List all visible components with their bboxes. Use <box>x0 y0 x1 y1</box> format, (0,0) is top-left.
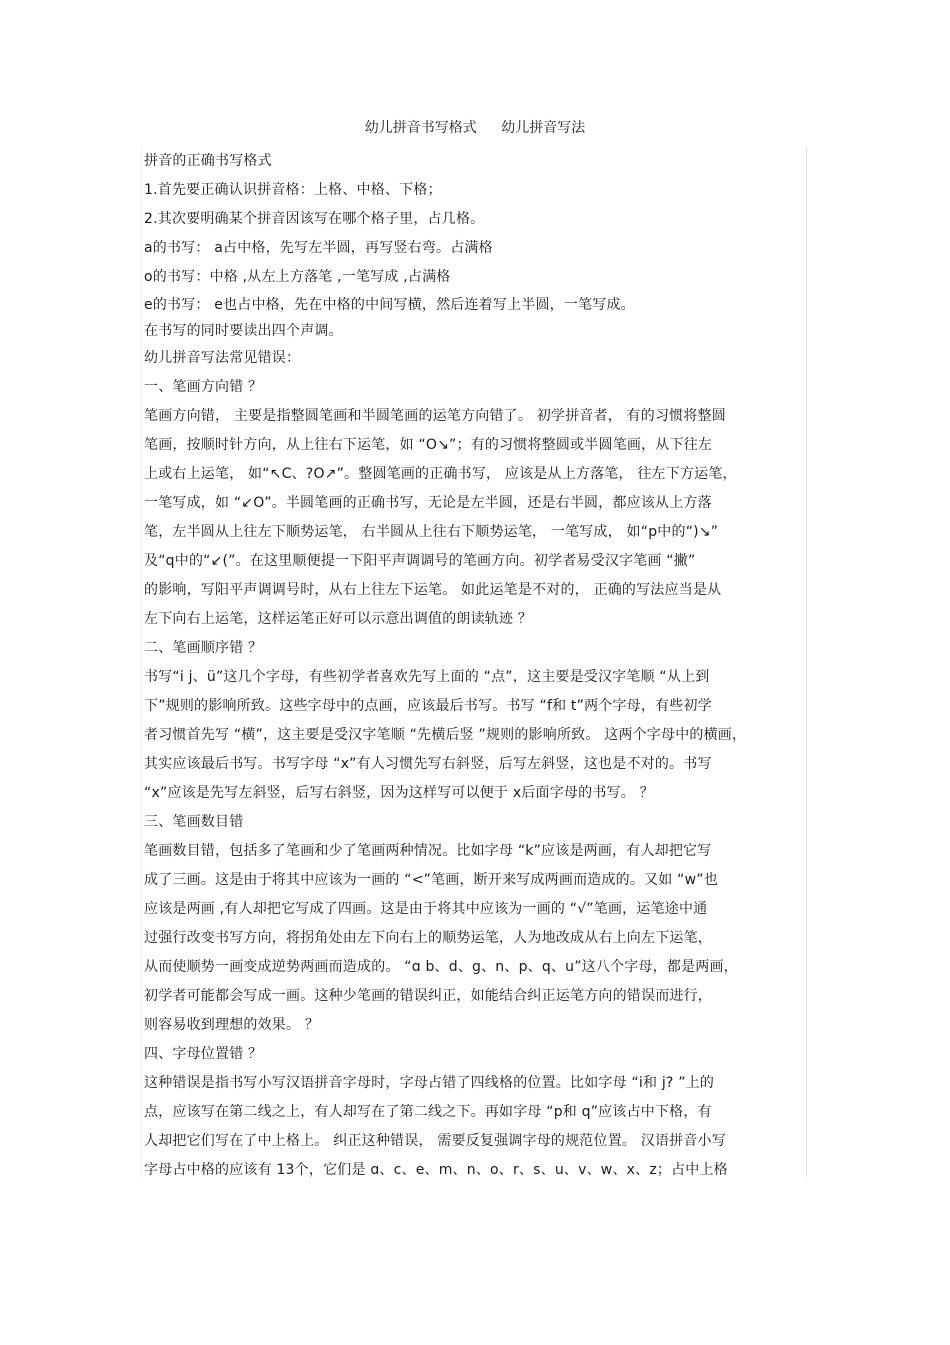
text-line: 则容易收到理想的效果。 ？ <box>144 1017 320 1033</box>
section-heading: 二、笔画顺序错 ？ <box>144 640 263 656</box>
text-line: 左下向右上运笔，这样运笔正好可以示意出调值的朗读轨迹 ？ <box>144 611 533 627</box>
text-line: 一笔写成，如 “↙O”。半圆笔画的正确书写，无论是左半圆，还是右半圆，都应该从上方落 <box>144 495 712 511</box>
page-title: 幼儿拼音书写格式 幼儿拼音写法 <box>364 120 586 136</box>
text-line: 字母占中格的应该有 13个，它们是 ɑ、c、e、m、n、o、r、s、u、v、w、x、z；占中上格 <box>144 1162 728 1177</box>
text-line: 的影响，写阳平声调调号时，从右上往左下运笔。 如此运笔是不对的， 正确的写法应当是从 <box>144 582 722 598</box>
document-body <box>141 147 807 1177</box>
text-line: 上或右上运笔， 如“↖C、?O↗”。整圆笔画的正确书写， 应该是从上方落笔， 往左下方运笔， <box>144 466 737 482</box>
text-line: 其实应该最后书写。书写字母 “x”有人习惯先写右斜竖，后写左斜竖，这也是不对的。书写 <box>144 756 712 772</box>
text-line: “x”应该是先写左斜竖，后写右斜竖，因为这样写可以便于 x后面字母的书写。 ？ <box>144 785 654 801</box>
text-line: 应该是两画 ,有人却把它写成了四画。这是由于将其中应该为一画的 “√”笔画，运笔途中通 <box>144 901 708 917</box>
section-heading: 三、笔画数目错 <box>144 814 244 830</box>
text-line: 从而使顺势一画变成逆势两画而造成的。 “ɑ b、d、g、n、p、q、u”这八个字母，都是两画， <box>144 959 738 975</box>
text-line: 1.首先要正确认识拼音格：上格、中格、下格； <box>144 182 442 198</box>
text-line: 幼儿拼音写法常见错误： <box>144 350 301 366</box>
text-line: 笔画，按顺时针方向，从上往右下运笔，如 “O↘”；有的习惯将整圆或半圆笔画，从下往左 <box>144 437 713 453</box>
text-line: 点，应该写在第二线之上，有人却写在了第二线之下。再如字母 “p和 q”应该占中下格，有 <box>144 1104 712 1120</box>
text-line: 这种错误是指书写小写汉语拼音字母时，字母占错了四线格的位置。比如字母 “i和 j? ”上的 <box>144 1075 715 1091</box>
text-line: 笔画方向错， 主要是指整圆笔画和半圆笔画的运笔方向错了。 初学拼音者， 有的习惯将整圆 <box>144 408 726 424</box>
text-line: 及“q中的“↙(”。在这里顺便提一下阳平声调调号的笔画方向。初学者易受汉字笔画 “撇” <box>144 553 696 569</box>
text-line: 过强行改变书写方向，将拐角处由左下向右上的顺势运笔，人为地改成从右上向左下运笔， <box>144 930 712 946</box>
text-line: 下”规则的影响所致。这些字母中的点画，应该最后书写。书写 “f和 t”两个字母，有些初学 <box>144 698 712 714</box>
text-line: 者习惯首先写 “横”，这主要是受汉字笔顺 “先横后竖 ”规则的影响所致。 这两个字母中的横画， <box>144 727 747 743</box>
text-line: a的书写： a占中格，先写左半圆，再写竖右弯。占满格 <box>144 240 493 256</box>
text-line: 在书写的同时要读出四个声调。 <box>144 323 343 339</box>
text-line: e的书写： e也占中格，先在中格的中间写横，然后连着写上半圆，一笔写成。 <box>144 297 635 313</box>
text-line: 笔，左半圆从上往左下顺势运笔， 右半圆从上往右下顺势运笔， 一笔写成， 如“p中的“)↘” <box>144 524 719 540</box>
section-heading: 四、字母位置错 ？ <box>144 1046 263 1062</box>
section-heading: 一、笔画方向错 ？ <box>144 379 263 395</box>
text-line: 笔画数目错，包括多了笔画和少了笔画两种情况。比如字母 “k”应该是两画，有人却把它写 <box>144 843 712 859</box>
text-line: 2.其次要明确某个拼音因该写在哪个格子里，占几格。 <box>144 211 485 227</box>
text-line: 人却把它们写在了中上格上。 纠正这种错误， 需要反复强调字母的规范位置。 汉语拼音小写 <box>144 1133 726 1149</box>
text-line: o的书写：中格 ,从左上方落笔 ,一笔写成 ,占满格 <box>144 269 451 285</box>
text-line: 成了三画。这是由于将其中应该为一画的 “<”笔画，断开来写成两画而造成的。又如 “w”也 <box>144 872 718 888</box>
text-line: 初学者可能都会写成一画。这种少笔画的错误纠正，如能结合纠正运笔方向的错误而进行， <box>144 988 712 1004</box>
text-line: 拼音的正确书写格式 <box>144 153 272 169</box>
text-line: 书写“i j、ü”这几个字母，有些初学者喜欢先写上面的 “点”，这主要是受汉字笔顺 “从上到 <box>144 669 710 685</box>
